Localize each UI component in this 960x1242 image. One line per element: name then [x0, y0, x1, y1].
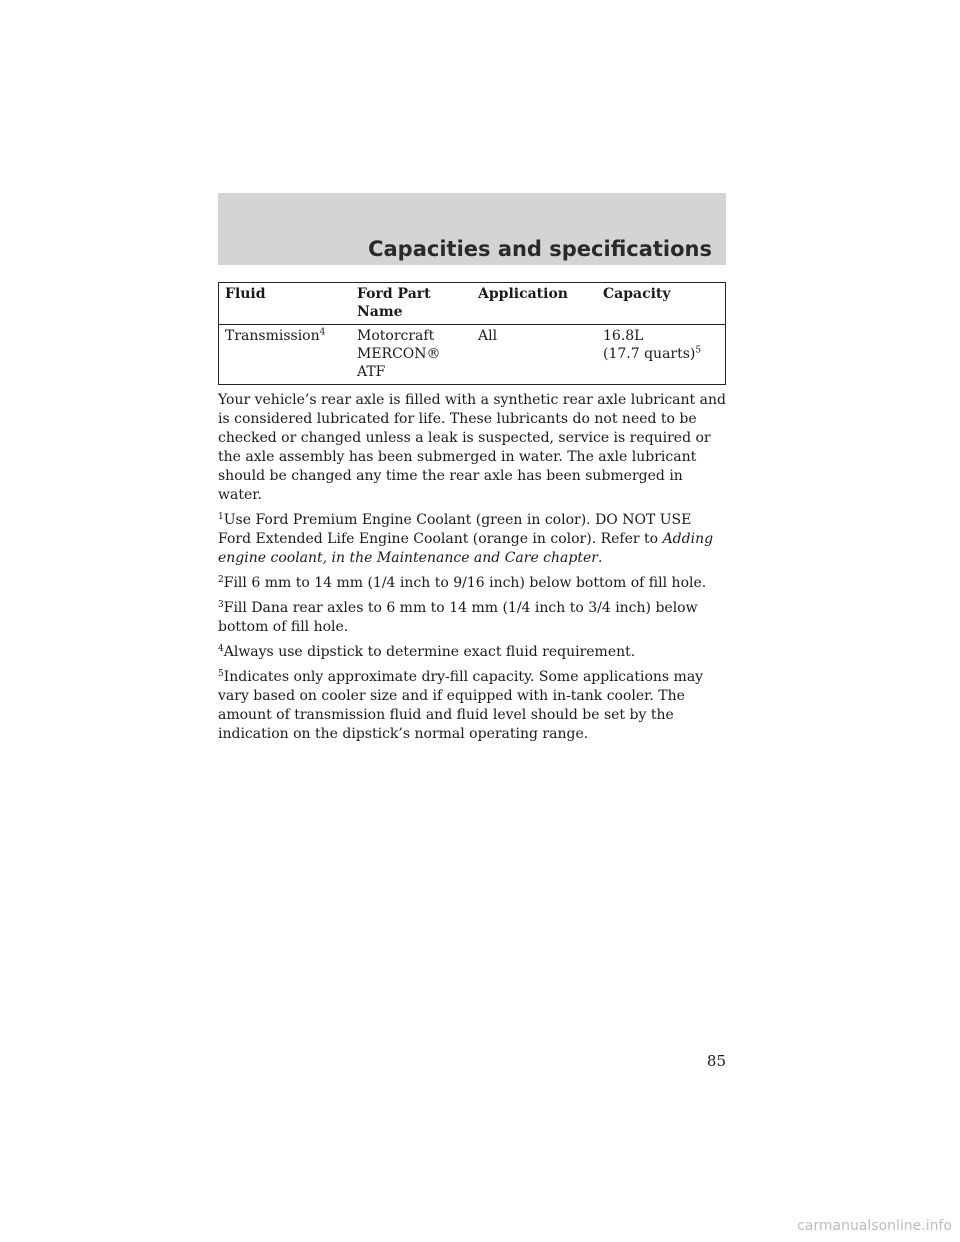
table-header-application: Application [472, 283, 597, 325]
footnote-ref: 4 [319, 327, 326, 338]
fluid-capacity-table [218, 282, 726, 385]
cell-part-name-line1: Motorcraft [357, 328, 435, 344]
table-header-fluid: Fluid [219, 283, 352, 325]
footnote-3 [218, 599, 726, 637]
cell-part-name [351, 325, 472, 385]
table-header-part-name-line1: Ford Part [357, 286, 431, 302]
footnote-text-end: . [597, 550, 603, 566]
cell-fluid-text: Transmission [225, 328, 320, 344]
table-header-part-name-line2: Name [357, 304, 403, 320]
section-header-band [218, 193, 726, 265]
rear-axle-paragraph: Your vehicle’s rear axle is filled with a synthetic rear axle lubricant and is considered lubricated for life. These lubricants do not need to be checked or changed unless a leak is suspected, service is required or the axle assembly has been submerged in water. The axle lubricant should be changed any time the rear axle has been submerged in water. [218, 392, 726, 503]
footnote-4 [218, 643, 726, 662]
page-number: 85 [706, 1052, 726, 1070]
footnote-ref: 5 [695, 345, 702, 356]
section-title: Capacities and specifications [368, 237, 712, 261]
footnote-text: Fill 6 mm to 14 mm (1/4 inch to 9/16 inch) below bottom of fill hole. [223, 575, 707, 591]
footnote-number: 3 [218, 600, 224, 610]
footnote-text: Fill Dana rear axles to 6 mm to 14 mm (1/4 inch to 3/4 inch) below bottom of fill hole. [218, 600, 698, 635]
footnote-number: 2 [218, 575, 224, 585]
footnote-reference-link: Adding engine coolant, in the Maintenance and Care chapter [218, 531, 714, 566]
footnote-text: Use Ford Premium Engine Coolant (green in color). DO NOT USE Ford Extended Life Engine Coolant (orange in color). Refer to [218, 512, 692, 547]
cell-capacity [597, 325, 726, 385]
footnote-number: 1 [218, 512, 224, 522]
cell-application: All [472, 325, 597, 385]
footnote-1 [218, 511, 726, 568]
table-header-row [219, 283, 726, 325]
cell-capacity-line1: 16.8L [603, 328, 644, 344]
footnote-number: 4 [218, 644, 224, 654]
footnote-number: 5 [218, 669, 224, 679]
table-header-part-name [351, 283, 472, 325]
cell-fluid [219, 325, 352, 385]
site-watermark: carmanualsonline.info [797, 1218, 952, 1234]
table-header-capacity: Capacity [597, 283, 726, 325]
table-row [219, 325, 726, 385]
footnote-text: Indicates only approximate dry-fill capacity. Some applications may vary based on cooler size and if equipped with in-tank cooler. The amount of transmission fluid and fluid level should be set by the indication on the dipstick’s normal operating range. [218, 669, 704, 742]
cell-capacity-line2: (17.7 quarts) [603, 346, 696, 362]
footnote-text: Always use dipstick to determine exact fluid requirement. [223, 644, 636, 660]
footnote-5 [218, 668, 726, 744]
page-content [218, 282, 726, 744]
cell-part-name-line2: MERCON® ATF [357, 346, 441, 380]
footnote-2 [218, 574, 726, 593]
